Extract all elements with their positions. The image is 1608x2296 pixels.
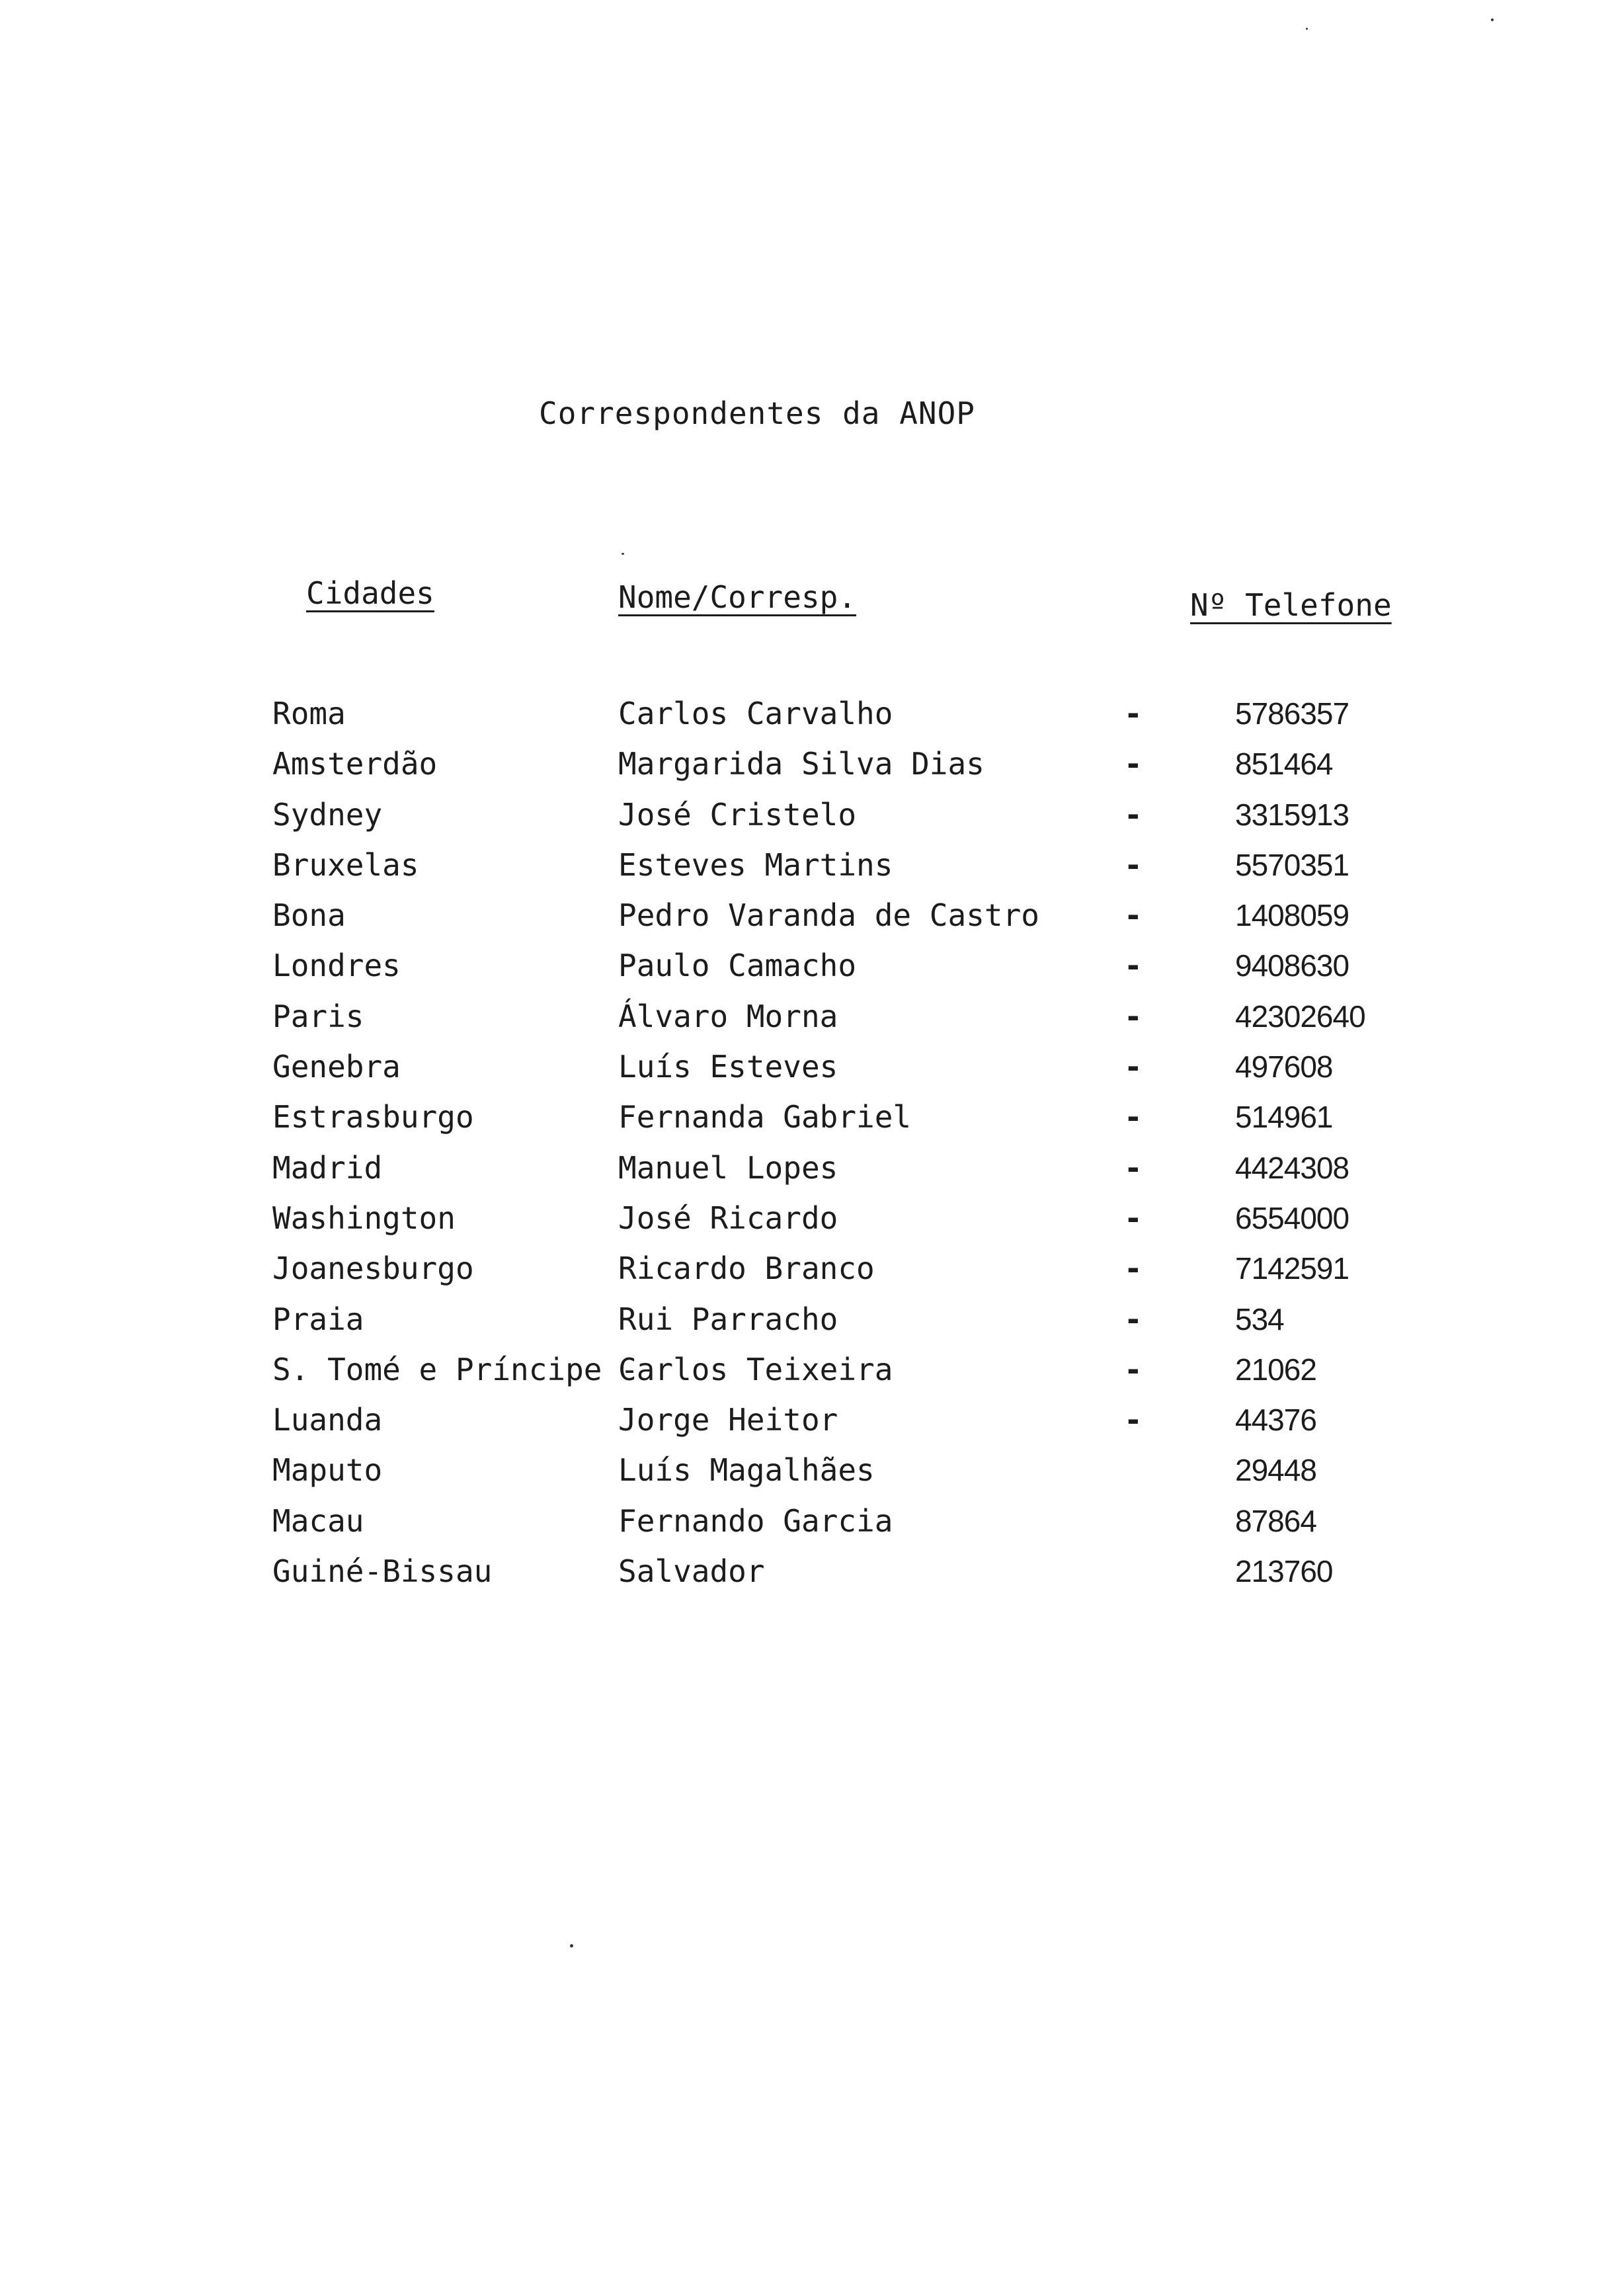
- dash-separator: -: [1124, 998, 1143, 1034]
- list-item: [0, 1553, 1608, 1604]
- city-cell: Guiné-Bissau: [272, 1553, 493, 1590]
- dash-separator: -: [1124, 1351, 1143, 1387]
- list-item: [0, 1402, 1608, 1452]
- phone-cell: 851464: [1235, 747, 1333, 782]
- page-title: Correspondentes da ANOP: [539, 395, 975, 431]
- phone-cell: 5786357: [1235, 696, 1349, 731]
- list-item: [0, 1099, 1608, 1149]
- phone-cell: 1408059: [1235, 898, 1349, 933]
- phone-cell: 3315913: [1235, 797, 1349, 832]
- city-cell: Maputo: [272, 1452, 383, 1489]
- city-cell: Praia: [272, 1301, 364, 1337]
- list-item: [0, 1150, 1608, 1200]
- dash-separator: -: [1124, 1149, 1143, 1186]
- name-cell: Rui Parracho: [618, 1301, 838, 1337]
- phone-cell: 534: [1235, 1301, 1284, 1336]
- scan-speck: [1491, 19, 1494, 21]
- scan-speck: [1306, 28, 1308, 30]
- list-item: [0, 1200, 1608, 1250]
- dash-separator: -: [1124, 796, 1143, 833]
- name-cell: Paulo Camacho: [618, 948, 857, 984]
- city-cell: Luanda: [272, 1402, 383, 1438]
- name-cell: Manuel Lopes: [618, 1149, 838, 1186]
- dash-separator: -: [1124, 746, 1143, 782]
- city-cell: Amsterdão: [272, 746, 438, 782]
- name-cell: Álvaro Morna: [618, 998, 838, 1034]
- list-item: [0, 999, 1608, 1049]
- name-cell: Fernando Garcia: [618, 1502, 893, 1539]
- city-cell: Macau: [272, 1502, 364, 1539]
- phone-cell: 87864: [1235, 1503, 1316, 1538]
- dash-separator: -: [1124, 696, 1143, 731]
- list-item: [0, 847, 1608, 897]
- phone-cell: 6554000: [1235, 1200, 1349, 1235]
- city-cell: Roma: [272, 696, 346, 731]
- list-item: [0, 797, 1608, 847]
- dash-separator: -: [1124, 948, 1143, 984]
- phone-cell: 29448: [1235, 1453, 1316, 1488]
- correspondents-list: [0, 696, 1608, 1604]
- city-cell: Bruxelas: [272, 846, 419, 883]
- dash-separator: -: [1124, 1250, 1143, 1287]
- dash-separator: -: [1124, 1200, 1143, 1236]
- name-cell: Ricardo Branco: [618, 1250, 875, 1287]
- phone-cell: 7142591: [1235, 1251, 1349, 1286]
- list-item: [0, 1452, 1608, 1502]
- scan-speck: [570, 1944, 573, 1948]
- column-header-cities: Cidades: [306, 575, 434, 611]
- phone-cell: 5570351: [1235, 847, 1349, 882]
- city-cell: Sydney: [272, 796, 383, 833]
- dash-separator: -: [1124, 1301, 1143, 1337]
- phone-cell: 4424308: [1235, 1150, 1349, 1185]
- city-cell: S. Tomé e Príncipe -: [272, 1351, 639, 1387]
- column-header-phone: Nº Telefone: [1190, 587, 1392, 623]
- name-cell: Margarida Silva Dias: [618, 746, 985, 782]
- dash-separator: -: [1124, 1049, 1143, 1085]
- list-item: [0, 1301, 1608, 1352]
- phone-cell: 42302640: [1235, 999, 1365, 1034]
- dash-separator: -: [1124, 1402, 1143, 1438]
- name-cell: Luís Magalhães: [618, 1452, 875, 1489]
- name-cell: Carlos Carvalho: [618, 696, 893, 731]
- column-header-name: Nome/Corresp.: [618, 579, 857, 615]
- name-cell: Luís Esteves: [618, 1049, 838, 1085]
- list-item: [0, 1352, 1608, 1402]
- city-cell: Bona: [272, 897, 346, 934]
- city-cell: Londres: [272, 948, 401, 984]
- name-cell: José Cristelo: [618, 796, 857, 833]
- name-cell: Jorge Heitor: [618, 1402, 838, 1438]
- phone-cell: 21062: [1235, 1352, 1316, 1387]
- list-item: [0, 948, 1608, 998]
- list-item: [0, 696, 1608, 746]
- name-cell: Pedro Varanda de Castro: [618, 897, 1039, 934]
- list-item: [0, 746, 1608, 796]
- name-cell: Salvador: [618, 1553, 765, 1590]
- dash-separator: -: [1124, 846, 1143, 883]
- dash-separator: -: [1124, 897, 1143, 934]
- dash-separator: -: [1124, 1099, 1143, 1135]
- phone-cell: 514961: [1235, 1100, 1333, 1135]
- city-cell: Genebra: [272, 1049, 401, 1085]
- list-item: [0, 897, 1608, 948]
- phone-cell: 213760: [1235, 1554, 1333, 1589]
- city-cell: Washington: [272, 1200, 456, 1236]
- phone-cell: 9408630: [1235, 948, 1349, 983]
- list-item: [0, 1049, 1608, 1099]
- list-item: [0, 1503, 1608, 1553]
- list-item: [0, 1250, 1608, 1301]
- name-cell: Esteves Martins: [618, 846, 893, 883]
- city-cell: Madrid: [272, 1149, 383, 1186]
- name-cell: Carlos Teixeira: [618, 1351, 893, 1387]
- city-cell: Paris: [272, 998, 364, 1034]
- phone-cell: 44376: [1235, 1403, 1316, 1438]
- phone-cell: 497608: [1235, 1049, 1333, 1085]
- name-cell: Fernanda Gabriel: [618, 1099, 912, 1135]
- city-cell: Joanesburgo: [272, 1250, 474, 1287]
- city-cell: Estrasburgo: [272, 1099, 474, 1135]
- scan-speck: [622, 553, 624, 555]
- name-cell: José Ricardo: [618, 1200, 838, 1236]
